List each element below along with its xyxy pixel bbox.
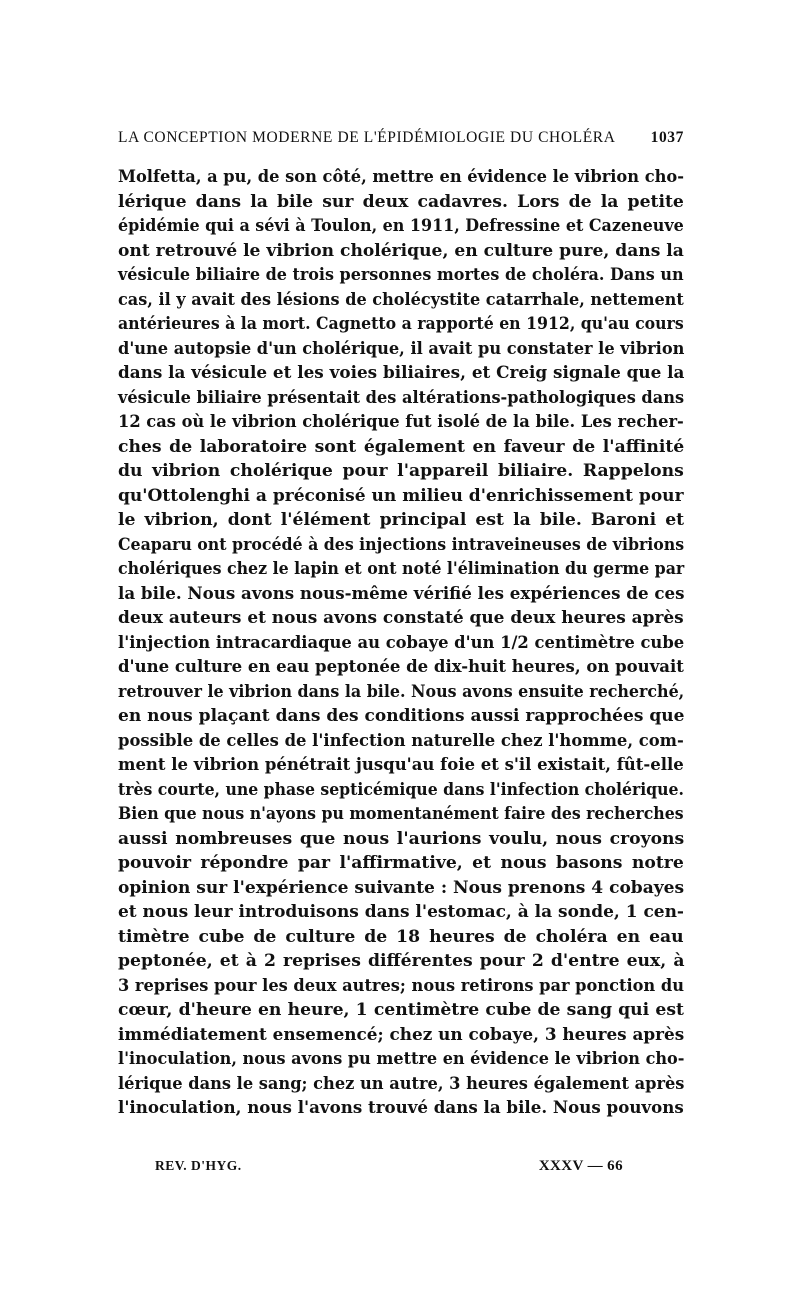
- text-line: 12 cas où le vibrion cholérique fut isolé de la bile. Les recher-: [118, 412, 684, 432]
- text-line: Bien que nous n'ayons pu momentanément faire des recherches: [118, 804, 684, 824]
- text-line: très courte, une phase septicémique dans l'infection cholérique.: [118, 779, 684, 800]
- text-line: lérique dans le sang; chez un autre, 3 heures également après: [118, 1073, 685, 1094]
- journal-abbreviation: REV. D'HYG.: [155, 1158, 242, 1173]
- body-paragraph: [118, 165, 684, 1121]
- text-line: Ceaparu ont procédé à des injections intraveineuses de vibrions: [118, 534, 685, 555]
- text-line: la bile. Nous avons nous-même vérifié les expériences de ces: [118, 583, 685, 604]
- text-line: deux auteurs et nous avons constaté que deux heures après: [118, 608, 684, 628]
- text-line: et nous leur introduisons dans l'estomac, à la sonde, 1 cen-: [118, 902, 684, 922]
- text-line: pouvoir répondre par l'affirmative, et nous basons notre: [118, 853, 684, 873]
- text-line: ment le vibrion pénétrait jusqu'au foie et s'il existait, fût-elle: [118, 755, 684, 775]
- text-line: antérieures à la mort. Cagnetto a rapporté en 1912, qu'au cours: [118, 314, 684, 334]
- text-line: vésicule biliaire présentait des altérations-pathologiques dans: [118, 387, 685, 408]
- text-line: épidémie qui a sévi à Toulon, en 1911, Defressine et Cazeneuve: [118, 216, 684, 236]
- text-line: timètre cube de culture de 18 heures de choléra en eau: [118, 926, 684, 947]
- text-line: en nous plaçant dans des conditions aussi rapprochées que: [118, 706, 685, 726]
- text-line: d'une culture en eau peptonée de dix-huit heures, on pouvait: [118, 657, 684, 677]
- page-footer: [155, 1158, 623, 1175]
- running-header: [118, 129, 684, 147]
- text-line: l'inoculation, nous l'avons trouvé dans la bile. Nous pouvons: [118, 1098, 684, 1118]
- text-line: lérique dans la bile sur deux cadavres. Lors de la petite: [118, 191, 684, 212]
- text-line: cas, il y avait des lésions de cholécystite catarrhale, nettement: [118, 289, 684, 310]
- page-number: 1037: [650, 129, 684, 146]
- text-line: l'inoculation, nous avons pu mettre en évidence le vibrion cho-: [118, 1049, 685, 1069]
- text-line: d'une autopsie d'un cholérique, il avait pu constater le vibrion: [118, 338, 685, 359]
- text-line: possible de celles de l'infection naturelle chez l'homme, com-: [118, 730, 684, 751]
- text-line: ont retrouvé le vibrion cholérique, en culture pure, dans la: [118, 240, 684, 261]
- text-line: dans la vésicule et les voies biliaires, et Creig signale que la: [118, 363, 685, 383]
- text-line: immédiatement ensemencé; chez un cobaye, 3 heures après: [118, 1024, 685, 1045]
- text-line: 3 reprises pour les deux autres; nous retirons par ponction du: [118, 975, 684, 996]
- text-line: ches de laboratoire sont également en faveur de l'affinité: [118, 436, 685, 457]
- text-line: vésicule biliaire de trois personnes mortes de choléra. Dans un: [118, 265, 684, 285]
- text-line: cœur, d'heure en heure, 1 centimètre cube de sang qui est: [118, 1000, 684, 1020]
- text-line: cholériques chez le lapin et ont noté l'élimination du germe par: [118, 559, 685, 579]
- text-line: le vibrion, dont l'élément principal est la bile. Baroni et: [118, 510, 685, 530]
- text-line: Molfetta, a pu, de son côté, mettre en évidence le vibrion cho-: [118, 167, 685, 187]
- text-line: retrouver le vibrion dans la bile. Nous avons ensuite recherché,: [118, 681, 685, 702]
- volume-signature: XXXV — 66: [538, 1158, 623, 1174]
- text-line: qu'Ottolenghi a préconisé un milieu d'enrichissement pour: [118, 485, 684, 506]
- text-line: l'injection intracardiaque au cobaye d'un 1/2 centimètre cube: [118, 632, 685, 653]
- text-line: du vibrion cholérique pour l'appareil biliaire. Rappelons: [118, 461, 684, 481]
- text-line: aussi nombreuses que nous l'aurions voulu, nous croyons: [118, 828, 685, 849]
- text-line: peptonée, et à 2 reprises différentes pour 2 d'entre eux, à: [118, 951, 685, 971]
- text-line: opinion sur l'expérience suivante : Nous prenons 4 cobayes: [118, 877, 685, 898]
- running-title: LA CONCEPTION MODERNE DE L'ÉPIDÉMIOLOGIE DU CHOLÉRA: [118, 129, 616, 146]
